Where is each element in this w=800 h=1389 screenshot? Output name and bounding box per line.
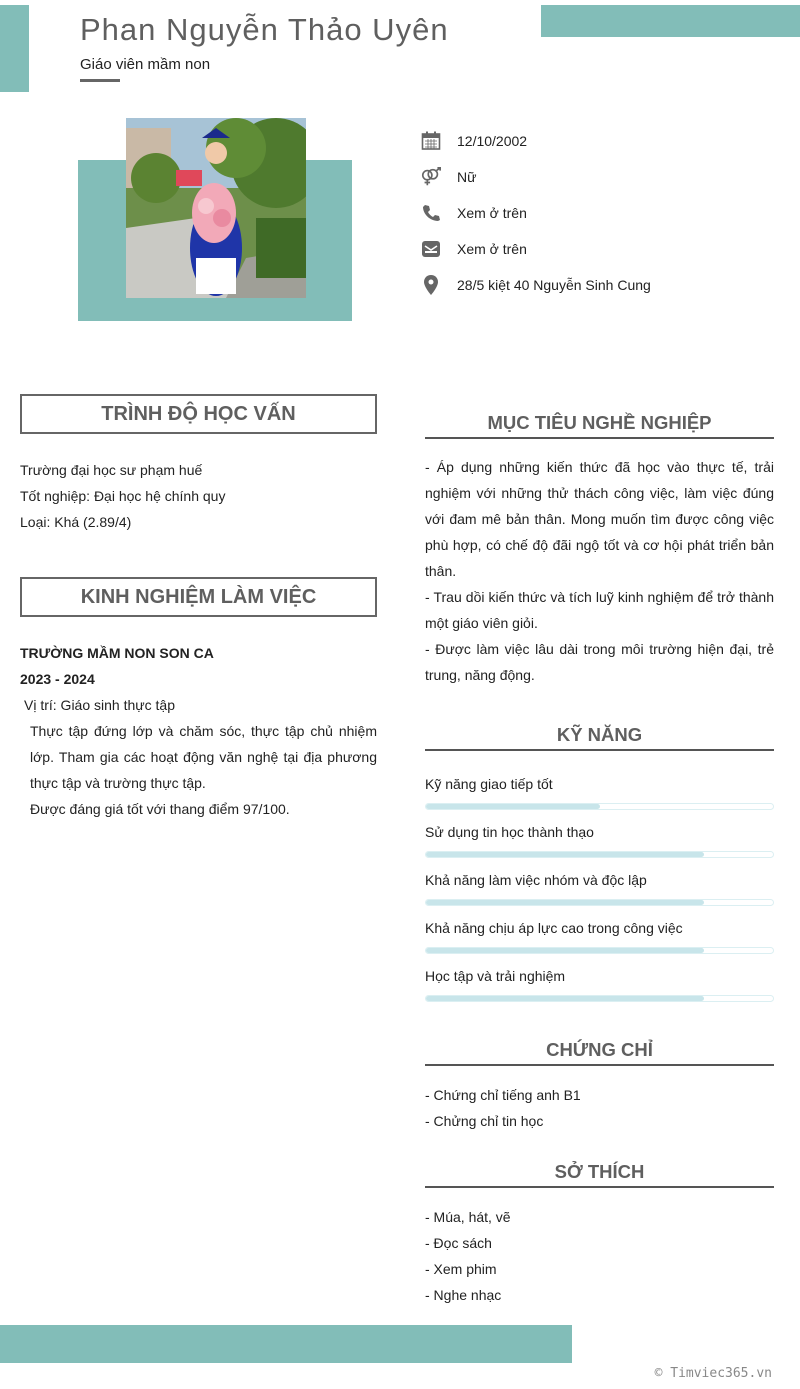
experience-entry xyxy=(20,640,377,822)
contact-phone-text: Xem ở trên xyxy=(457,205,527,221)
hobby-item: - Xem phim xyxy=(425,1261,497,1277)
title-underline xyxy=(80,79,120,82)
education-line: Tốt nghiệp: Đại học hệ chính quy xyxy=(20,488,226,504)
skill-bar-fill xyxy=(426,996,704,1001)
gender-icon xyxy=(420,166,442,188)
experience-achievement: Được đáng giá tốt với thang điểm 97/100. xyxy=(30,801,290,817)
skill-label: Khả năng làm việc nhóm và độc lập xyxy=(425,872,647,888)
profile-photo xyxy=(126,118,306,298)
education-list xyxy=(20,457,377,535)
education-line: Trường đại học sư phạm huế xyxy=(20,462,203,478)
map-pin-icon xyxy=(420,274,442,296)
education-line: Loại: Khá (2.89/4) xyxy=(20,514,132,530)
contact-address-text: 28/5 kiệt 40 Nguyễn Sinh Cung xyxy=(457,277,651,293)
skill-label: Học tập và trải nghiệm xyxy=(425,968,566,984)
hobby-item: - Đọc sách xyxy=(425,1235,492,1251)
education-heading: TRÌNH ĐỘ HỌC VẤN xyxy=(20,394,377,434)
skill-bar xyxy=(425,899,774,906)
objective-paragraph: - Được làm việc lâu dài trong môi trường hiện đại, trẻ trung, năng động. xyxy=(425,641,774,683)
objective-paragraph: - Trau dồi kiến thức và tích luỹ kinh nghiệm để trở thành một giáo viên giỏi. xyxy=(425,589,774,631)
experience-company: TRƯỜNG MẦM NON SON CA xyxy=(20,645,214,661)
candidate-name: Phan Nguyễn Thảo Uyên xyxy=(80,12,449,47)
skill-bar-fill xyxy=(426,804,600,809)
contact-email xyxy=(420,236,780,262)
contact-email-text: Xem ở trên xyxy=(457,241,527,257)
phone-icon xyxy=(420,202,442,224)
watermark: © Timviec365.vn xyxy=(654,1366,772,1381)
skill-bar xyxy=(425,947,774,954)
accent-bar-bottom xyxy=(0,1325,572,1363)
hobbies-heading: SỞ THÍCH xyxy=(425,1161,774,1188)
skill-bar-fill xyxy=(426,900,704,905)
contact-gender xyxy=(420,164,780,190)
skills-heading: KỸ NĂNG xyxy=(425,724,774,751)
certificates-heading: CHỨNG CHỈ xyxy=(425,1039,774,1066)
calendar-icon xyxy=(420,130,442,152)
certificates-list xyxy=(425,1082,774,1134)
skill-bar-fill xyxy=(426,948,704,953)
skill-label: Sử dụng tin học thành thạo xyxy=(425,824,594,840)
accent-bar-top-left xyxy=(0,5,29,92)
experience-heading: KINH NGHIỆM LÀM VIỆC xyxy=(20,577,377,617)
objective-paragraph: - Áp dụng những kiến thức đã học vào thực tế, trải nghiệm với những thử thách công việc, làm việc đúng với đam mê bản thân. Mong muốn tìm được công việc phù hợp, có chế độ đãi ngộ tốt và cơ hội phát triển bản thân. xyxy=(425,459,774,579)
experience-description: Thực tập đứng lớp và chăm sóc, thực tập chủ nhiệm lớp. Tham gia các hoạt động văn nghệ tại địa phương thực tập và trường thực tập. xyxy=(30,723,377,791)
certificate-item: - Chửng chỉ tin học xyxy=(425,1113,544,1129)
objective-text xyxy=(425,454,774,688)
skill-bar xyxy=(425,851,774,858)
experience-position: Vị trí: Giáo sinh thực tập xyxy=(24,697,175,713)
skill-bar xyxy=(425,803,774,810)
accent-bar-top-right xyxy=(541,5,800,37)
contact-gender-text: Nữ xyxy=(457,169,477,185)
experience-period: 2023 - 2024 xyxy=(20,671,95,687)
envelope-icon xyxy=(420,238,442,260)
certificate-item: - Chứng chỉ tiếng anh B1 xyxy=(425,1087,581,1103)
contact-phone xyxy=(420,200,780,226)
contact-birthdate xyxy=(420,128,780,154)
hobbies-list xyxy=(425,1204,774,1308)
skill-label: Khả năng chịu áp lực cao trong công việc xyxy=(425,920,683,936)
skill-label: Kỹ năng giao tiếp tốt xyxy=(425,776,553,792)
hobby-item: - Nghe nhạc xyxy=(425,1287,502,1303)
skill-bar-fill xyxy=(426,852,704,857)
hobby-item: - Múa, hát, vẽ xyxy=(425,1209,511,1225)
skill-bar xyxy=(425,995,774,1002)
objective-heading: MỤC TIÊU NGHỀ NGHIỆP xyxy=(425,412,774,439)
contact-address xyxy=(420,272,780,298)
job-title: Giáo viên mầm non xyxy=(80,56,211,73)
contact-birthdate-text: 12/10/2002 xyxy=(457,133,528,149)
